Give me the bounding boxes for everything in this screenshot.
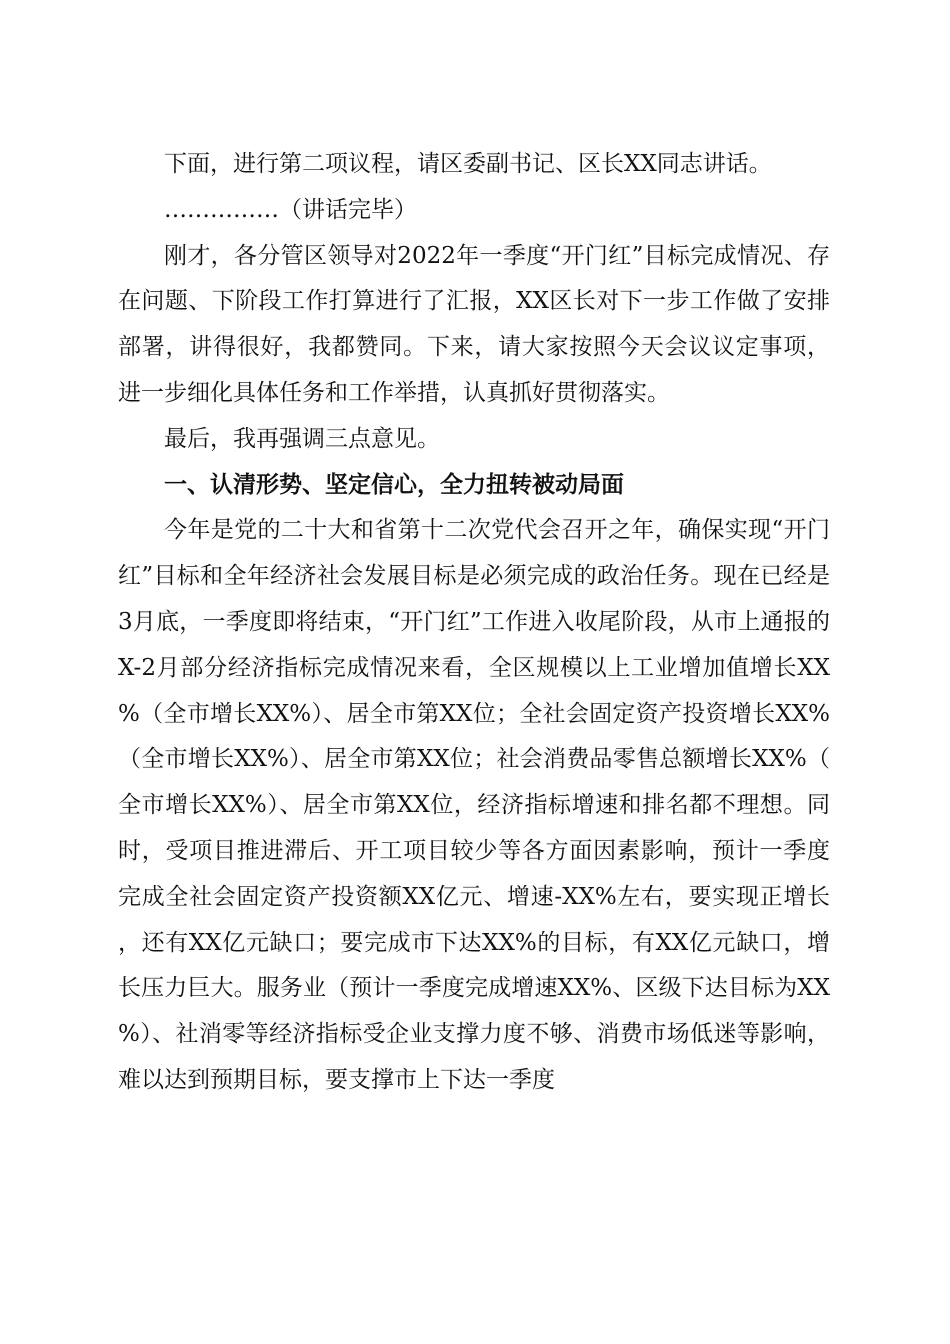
paragraph-three-points-intro: 最后，我再强调三点意见。 [164, 425, 440, 452]
paragraph-agenda-item-two: 下面，进行第二项议程，请区委副书记、区长XX同志讲话。 [164, 151, 772, 177]
paragraph-speech-finished: ……………（讲话完毕） [164, 196, 417, 223]
document-body [118, 142, 830, 1104]
section-heading-one: 一、认清形势、坚定信心，全力扭转被动局面 [164, 471, 624, 498]
paragraph-summary-remarks: 刚才，各分管区领导对2022年一季度“开门红”目标完成情况、存在问题、下阶段工作打算进行了汇报，XX区长对下一步工作做了安排部署，讲得很好，我都赞同。下来，请大家按照今天会议议定事项，进一步细化具体任务和工作举措，认真抓好贯彻落实。 [118, 242, 830, 406]
paragraph-situation-analysis: 今年是党的二十大和省第十二次党代会召开之年，确保实现“开门红”目标和全年经济社会发展目标是必须完成的政治任务。现在已经是3月底，一季度即将结束，“开门红”工作进入收尾阶段，从市上通报的X-2月部分经济指标完成情况来看，全区规模以上工业增加值增长XX%（全市增长XX%）、居全市第XX位；全社会固定资产投资增长XX%（全市增长XX%）、居全市第XX位；社会消费品零售总额增长XX%（全市增长XX%）、居全市第XX位，经济指标增速和排名都不理想。同时，受项目推进滞后、开工项目较少等各方面因素影响，预计一季度完成全社会固定资产投资额XX亿元、增速-XX%左右，要实现正增长，还有XX亿元缺口；要完成市下达XX%的目标，有XX亿元缺口，增长压力巨大。服务业（预计一季度完成增速XX%、区级下达目标为XX%）、社消零等经济指标受企业支撑力度不够、消费市场低迷等影响，难以达到预期目标，要支撑市上下达一季度 [118, 517, 830, 1093]
